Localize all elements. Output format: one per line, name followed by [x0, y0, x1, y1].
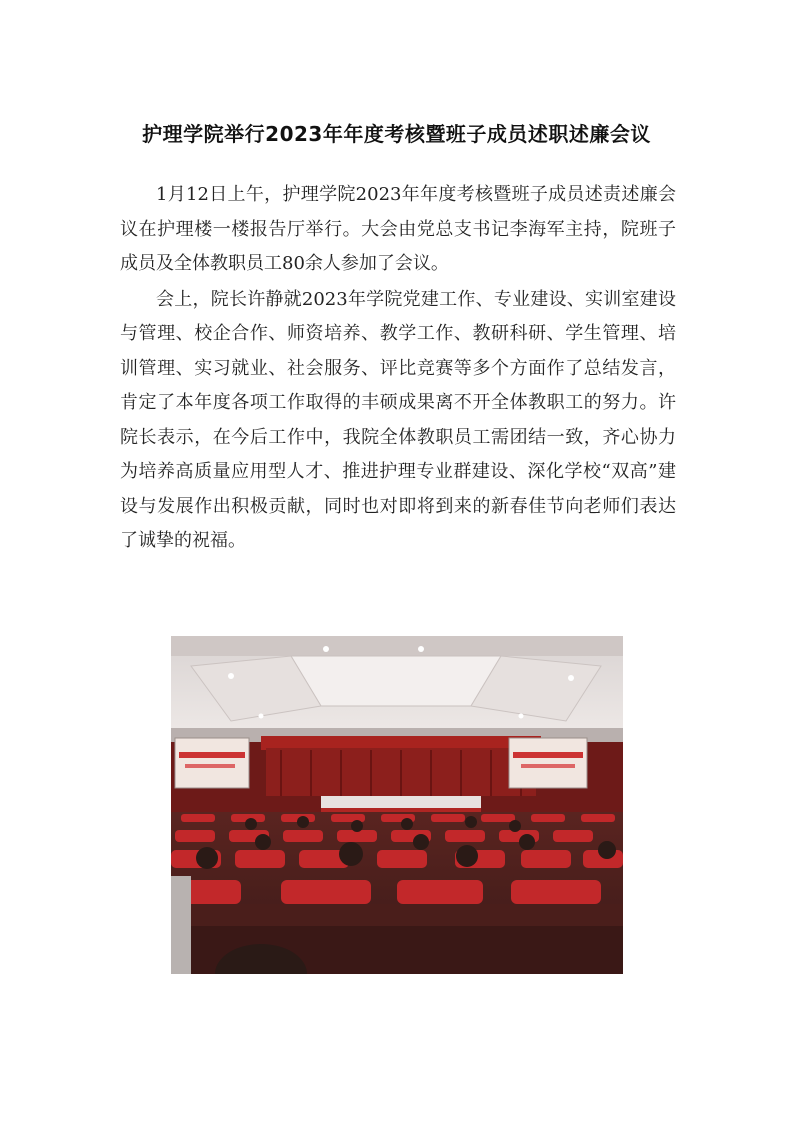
paragraph-1: 1月12日上午，护理学院2023年年度考核暨班子成员述责述廉会议在护理楼一楼报告厅举行。大会由党总支书记李海军主持，院班子成员及全体教职员工80余人参加了会议。	[120, 184, 676, 274]
paragraph-2: 会上，院长许静就2023年学院党建工作、专业建设、实训室建设与管理、校企合作、师资培养、教学工作、教研科研、学生管理、培训管理、实习就业、社会服务、评比竞赛等多个方面作了总结发言，肯定了本年度各项工作取得的丰硕成果离不开全体教职工的努力。许院长表示，在今后工作中，我院全体教职员工需团结一致，齐心协力为培养高质量应用型人才、推进护理专业群建设、深化学校“双高”建设与发展作出积极贡献，同时也对即将到来的新春佳节向老师们表达了诚挚的祝福。	[120, 288, 676, 551]
meeting-photo	[171, 636, 623, 974]
article-body	[120, 178, 676, 560]
meeting-photo-icon	[171, 636, 623, 974]
article-title: 护理学院举行2023年年度考核暨班子成员述职述廉会议	[142, 122, 651, 146]
